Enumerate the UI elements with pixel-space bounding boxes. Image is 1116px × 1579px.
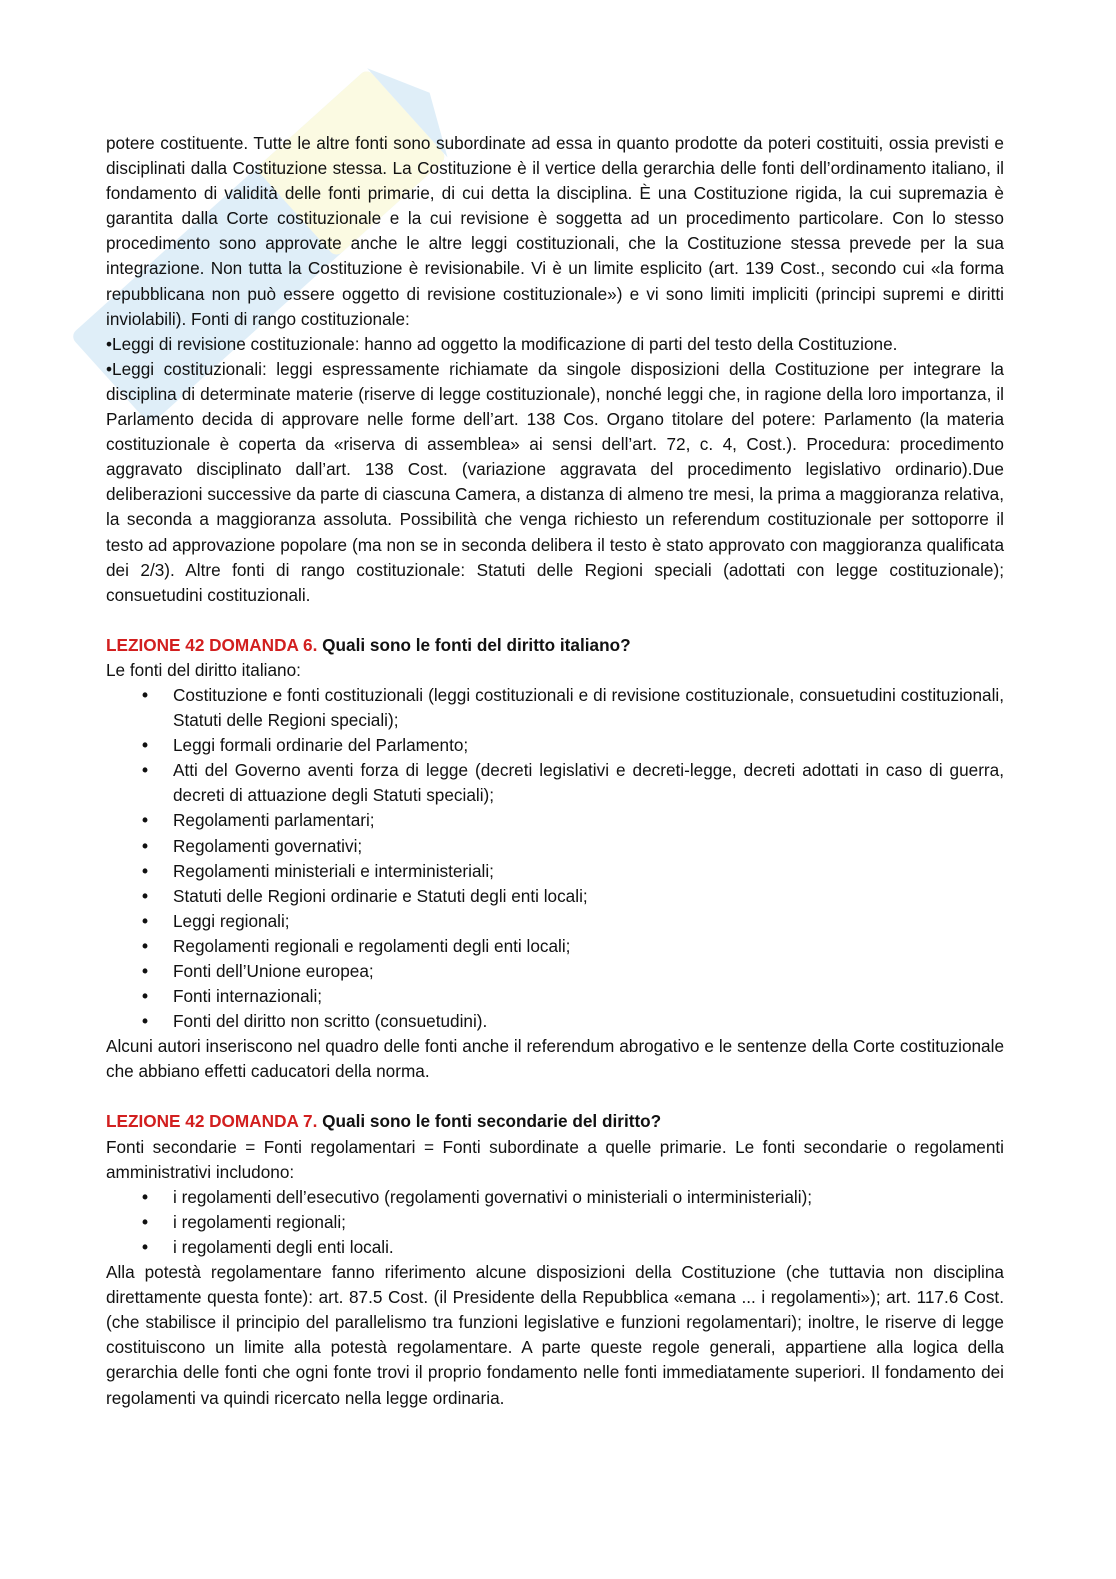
question-7-lesson-tag: LEZIONE 42 DOMANDA 7. (106, 1111, 318, 1132)
question-6-intro: Le fonti del diritto italiano: (106, 659, 301, 680)
list-item: • i regolamenti degli enti locali. (106, 1235, 1004, 1260)
intro-line-costituzionali: •Leggi costituzionali: leggi espressamente richiamate da singole disposizioni della Costituzione per integrare la disciplina di determinate materie (riserve di legge costituzionale), nonché leggi che, in ragione della loro importanza, il Parlamento decida di approvare nelle forme dell’art. 138 Cos. Organo titolare del potere: Parlamento (la materia costituzionale è coperta da «riserva di assemblea» ai sensi dell’art. 72, c. 4, Cost.). Procedura: procedimento aggravato disciplinato dall’art. 138 Cost. (variazione aggravata del procedimento legislativo ordinario).Due deliberazioni successive da parte di ciascuna Camera, a distanza di almeno tre mesi, la prima a maggioranza relativa, la seconda a maggioranza assoluta. Possibilità che venga richiesto un referendum costituzionale per sottoporre il testo ad approvazione popolare (ma non se in seconda delibera il testo è stato approvato con maggioranza qualificata dei 2/3). Altre fonti di rango costituzionale: Statuti delle Regioni speciali (adottati con legge costituzionale); consuetudini costituzionali. (106, 358, 1004, 605)
question-7-section (106, 1109, 1004, 1410)
list-item: • Leggi regionali; (106, 909, 1004, 934)
question-6-title: Quali sono le fonti del diritto italiano? (322, 634, 631, 655)
question-7-list (106, 1185, 1004, 1260)
question-6-section (106, 633, 1004, 1085)
list-item: • Regolamenti ministeriali e interministeriali; (106, 859, 1004, 884)
question-6-heading (106, 633, 1004, 658)
list-item: • Regolamenti governativi; (106, 834, 1004, 859)
question-7-title: Quali sono le fonti secondarie del diritto? (322, 1111, 662, 1132)
question-6-closing: Alcuni autori inseriscono nel quadro delle fonti anche il referendum abrogativo e le sentenze della Corte costituzionale che abbiano effetti caducatori della norma. (106, 1036, 1004, 1082)
list-item: • Fonti del diritto non scritto (consuetudini). (106, 1009, 1004, 1034)
list-item: • i regolamenti dell’esecutivo (regolamenti governativi o ministeriali o interministeriali); (106, 1185, 1004, 1210)
question-7-intro: Fonti secondarie = Fonti regolamentari = Fonti subordinate a quelle primarie. Le fonti secondarie o regolamenti amministrativi includono: (106, 1136, 1004, 1182)
section-intro (106, 131, 1004, 608)
list-item: • Fonti dell’Unione europea; (106, 959, 1004, 984)
list-item: • Fonti internazionali; (106, 984, 1004, 1009)
intro-line-revisione: •Leggi di revisione costituzionale: hanno ad oggetto la modificazione di parti del testo della Costituzione. (106, 333, 898, 354)
list-item: • Atti del Governo aventi forza di legge (decreti legislativi e decreti-legge, decreti adottati in caso di guerra, decreti di attuazione degli Statuti speciali); (106, 758, 1004, 808)
list-item: • Regolamenti regionali e regolamenti degli enti locali; (106, 934, 1004, 959)
question-7-heading (106, 1109, 1004, 1134)
list-item: • Statuti delle Regioni ordinarie e Statuti degli enti locali; (106, 884, 1004, 909)
intro-paragraph: potere costituente. Tutte le altre fonti sono subordinate ad essa in quanto prodotte da poteri costituiti, ossia previsti e disciplinati dalla Costituzione stessa. La Costituzione è il vertice della gerarchia delle fonti dell’ordinamento italiano, il fondamento di validità delle fonti primarie, di cui detta la disciplina. È una Costituzione rigida, la cui supremazia è garantita dalla Corte costituzionale e la cui revisione è soggetta ad un procedimento particolare. Con lo stesso procedimento sono approvate anche le altre leggi costituzionali, che la Costituzione stessa prevede per la sua integrazione. Non tutta la Costituzione è revisionabile. Vi è un limite esplicito (art. 139 Cost., secondo cui «la forma repubblicana non può essere oggetto di revisione costituzionale») e vi sono limiti impliciti (principi supremi e diritti inviolabili). Fonti di rango costituzionale: (106, 133, 1004, 329)
list-item: • Costituzione e fonti costituzionali (leggi costituzionali e di revisione costituzionale, consuetudini costituzionali, Statuti delle Regioni speciali); (106, 683, 1004, 733)
list-item: • i regolamenti regionali; (106, 1210, 1004, 1235)
list-item: • Leggi formali ordinarie del Parlamento; (106, 733, 1004, 758)
question-7-closing: Alla potestà regolamentare fanno riferimento alcune disposizioni della Costituzione (che tuttavia non disciplina direttamente questa fonte): art. 87.5 Cost. (il Presidente della Repubblica «emana ... i regolamenti»); art. 117.6 Cost. (che stabilisce il principio del parallelismo tra funzioni legislative e funzioni regolamentari); inoltre, le riserve di legge costituiscono un limite alla potestà regolamentare. A parte queste regole generali, appartiene alla logica della gerarchia delle fonti che ogni fonte trovi il proprio fondamento nelle fonti immediatamente superiori. Il fondamento dei regolamenti va quindi ricercato nella legge ordinaria. (106, 1262, 1004, 1408)
document-page (106, 131, 1004, 1411)
list-item: • Regolamenti parlamentari; (106, 808, 1004, 833)
question-6-lesson-tag: LEZIONE 42 DOMANDA 6. (106, 634, 318, 655)
question-6-list (106, 683, 1004, 1034)
